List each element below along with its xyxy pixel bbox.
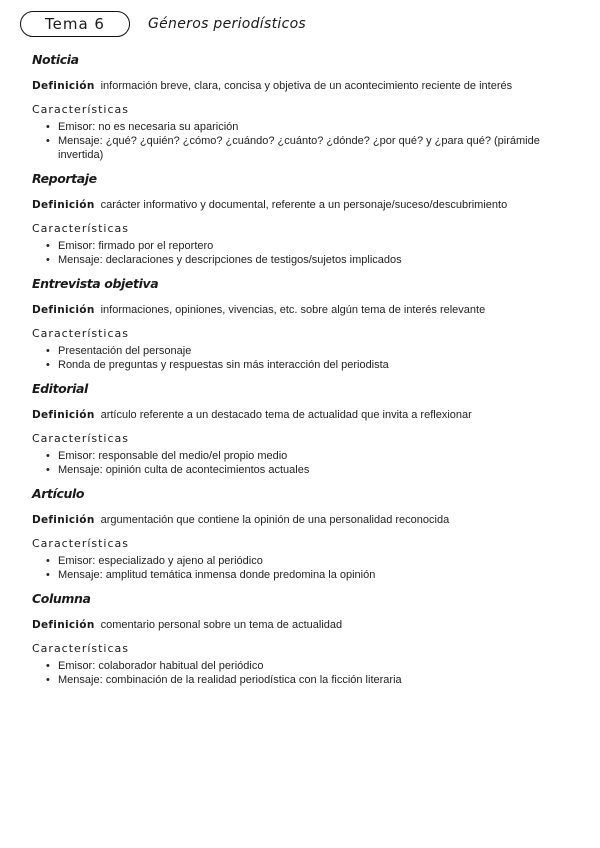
genre-section bbox=[32, 171, 582, 267]
list-item: • Emisor: especializado y ajeno al periódico bbox=[46, 554, 582, 568]
topic-badge: Tema 6 bbox=[20, 11, 130, 37]
definition-text: carácter informativo y documental, referente a un personaje/suceso/descubrimiento bbox=[100, 199, 508, 211]
list-item: • Emisor: responsable del medio/el propio medio bbox=[46, 449, 582, 463]
content bbox=[32, 52, 582, 696]
definition-row bbox=[32, 198, 582, 212]
definition-label: Definición bbox=[32, 80, 95, 92]
genre-section bbox=[32, 276, 582, 372]
definition-text: argumentación que contiene la opinión de una personalidad reconocida bbox=[100, 514, 450, 526]
section-title: Editorial bbox=[32, 381, 88, 396]
definition-row bbox=[32, 618, 582, 632]
section-title: Artículo bbox=[32, 486, 85, 501]
genre-section bbox=[32, 52, 582, 162]
genre-section bbox=[32, 381, 582, 477]
characteristics-list bbox=[32, 659, 582, 687]
definition-text: información breve, clara, concisa y objetiva de un acontecimiento reciente de interés bbox=[100, 80, 513, 92]
definition-text: comentario personal sobre un tema de actualidad bbox=[100, 619, 343, 631]
characteristics-label: Características bbox=[32, 222, 130, 235]
characteristics-label: Características bbox=[32, 327, 130, 340]
list-item: • Mensaje: amplitud temática inmensa donde predomina la opinión bbox=[46, 568, 582, 582]
section-title: Reportaje bbox=[32, 171, 97, 186]
section-title: Columna bbox=[32, 591, 91, 606]
definition-row bbox=[32, 513, 582, 527]
list-item: • Mensaje: combinación de la realidad periodística con la ficción literaria bbox=[46, 673, 582, 687]
list-item: • Emisor: colaborador habitual del periódico bbox=[46, 659, 582, 673]
definition-label: Definición bbox=[32, 514, 95, 526]
list-item: • Emisor: firmado por el reportero bbox=[46, 239, 582, 253]
definition-label: Definición bbox=[32, 619, 95, 631]
list-item: • Emisor: no es necesaria su aparición bbox=[46, 120, 582, 134]
list-item: • Ronda de preguntas y respuestas sin más interacción del periodista bbox=[46, 358, 582, 372]
definition-label: Definición bbox=[32, 409, 95, 421]
characteristics-label: Características bbox=[32, 432, 130, 445]
characteristics-list bbox=[32, 449, 582, 477]
characteristics-label: Características bbox=[32, 642, 130, 655]
list-item: • Mensaje: ¿qué? ¿quién? ¿cómo? ¿cuándo? ¿cuánto? ¿dónde? ¿por qué? y ¿para qué? (pirámide invertida) bbox=[46, 134, 582, 162]
section-title: Noticia bbox=[32, 52, 79, 67]
list-item: • Mensaje: opinión culta de acontecimientos actuales bbox=[46, 463, 582, 477]
definition-label: Definición bbox=[32, 199, 95, 211]
genre-section bbox=[32, 591, 582, 687]
characteristics-list bbox=[32, 239, 582, 267]
definition-text: informaciones, opiniones, vivencias, etc. sobre algún tema de interés relevante bbox=[100, 304, 486, 316]
list-item: • Presentación del personaje bbox=[46, 344, 582, 358]
section-title: Entrevista objetiva bbox=[32, 276, 159, 291]
characteristics-list bbox=[32, 344, 582, 372]
definition-row bbox=[32, 303, 582, 317]
definition-text: artículo referente a un destacado tema de actualidad que invita a reflexionar bbox=[100, 409, 472, 421]
header bbox=[20, 11, 306, 37]
definition-row bbox=[32, 408, 582, 422]
definition-label: Definición bbox=[32, 304, 95, 316]
characteristics-list bbox=[32, 554, 582, 582]
definition-row bbox=[32, 79, 582, 93]
characteristics-label: Características bbox=[32, 103, 130, 116]
page-title: Géneros periodísticos bbox=[148, 16, 307, 32]
list-item: • Mensaje: declaraciones y descripciones de testigos/sujetos implicados bbox=[46, 253, 582, 267]
characteristics-label: Características bbox=[32, 537, 130, 550]
genre-section bbox=[32, 486, 582, 582]
characteristics-list bbox=[32, 120, 582, 162]
